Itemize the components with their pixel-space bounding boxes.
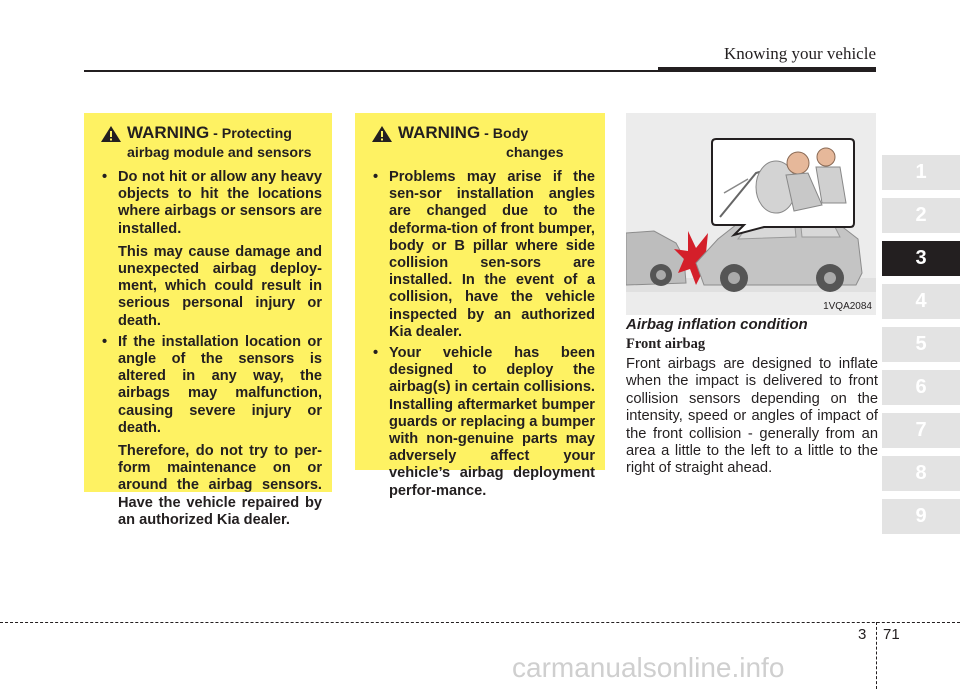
warning-item-text: • Your vehicle has been designed to deploy the airbag(s) in certain collisions. Installing aftermarket bumper guards or replacing a bumper with non-genuine parts may adversely affect your vehicle’s airbag deployment perfor-mance. bbox=[389, 345, 595, 499]
chapter-tab-8[interactable]: 8 bbox=[882, 456, 960, 491]
header-title: Knowing your vehicle bbox=[723, 44, 876, 63]
warning-item bbox=[100, 169, 322, 330]
chapter-tab-2[interactable]: 2 bbox=[882, 198, 960, 233]
warning-header bbox=[371, 123, 595, 163]
footer-chapter-number: 3 bbox=[858, 626, 867, 643]
warning-label: WARNING bbox=[398, 123, 481, 142]
figure-code: 1VQA2084 bbox=[823, 301, 872, 312]
warning-triangle-icon bbox=[100, 125, 122, 143]
warning-item-text: • Do not hit or allow any heavy objects to hit the locations where airbags or sensors are installed. bbox=[118, 169, 322, 237]
chapter-tab-6[interactable]: 6 bbox=[882, 370, 960, 405]
airbag-collision-illustration bbox=[626, 113, 876, 315]
warning-subtitle-cont: airbag module and sensors bbox=[127, 145, 312, 161]
warning-subtitle: - Protecting bbox=[209, 126, 292, 142]
section-subheading: Front airbag bbox=[626, 336, 706, 352]
chapter-tab-4[interactable]: 4 bbox=[882, 284, 960, 319]
warning-list bbox=[371, 169, 595, 500]
watermark-text: carmanualsonline.info bbox=[512, 652, 785, 683]
warning-label: WARNING bbox=[127, 123, 210, 142]
header-rule-accent bbox=[658, 67, 876, 72]
warning-box-body-changes bbox=[355, 113, 605, 499]
warning-header bbox=[100, 123, 322, 163]
chapter-tab-5[interactable]: 5 bbox=[882, 327, 960, 362]
collision-illustration-graphic bbox=[626, 113, 876, 315]
chapter-tab-3[interactable]: 3 bbox=[882, 241, 960, 276]
warning-item-note: This may cause damage and unexpected airbag deploy-ment, which could result in serious personal injury or death. bbox=[118, 243, 322, 329]
warning-item bbox=[100, 334, 322, 529]
chapter-tab-7[interactable]: 7 bbox=[882, 413, 960, 448]
warning-item-text: • Problems may arise if the sen-sor installation angles are changed due to the deforma-tion of front bumper, body or B pillar where side collision sen-sors are installed. In the event of a collision, have the vehicle inspected by an authorized Kia dealer. bbox=[389, 169, 595, 340]
warning-item bbox=[371, 345, 595, 500]
warning-triangle-icon bbox=[371, 125, 393, 143]
warning-subtitle-cont: changes bbox=[506, 145, 564, 161]
footer-page-number: 71 bbox=[883, 626, 900, 643]
warning-list bbox=[100, 169, 322, 529]
chapter-tab-9[interactable]: 9 bbox=[882, 499, 960, 534]
footer-separator bbox=[876, 622, 877, 689]
footer-rule bbox=[0, 622, 960, 623]
warning-box-airbag-sensors bbox=[84, 113, 332, 528]
chapter-tab-1[interactable]: 1 bbox=[882, 155, 960, 190]
section-body-text: Front airbags are designed to inflate when the impact is delivered to front collision sensors depending on the intensity, speed or angles of impact of the front collision - generally from an area a little to the left to a little to the right of straight ahead. bbox=[626, 356, 878, 477]
warning-subtitle: - Body bbox=[480, 126, 529, 142]
section-heading: Airbag inflation condition bbox=[626, 316, 808, 333]
warning-item bbox=[371, 169, 595, 341]
warning-item-note: Therefore, do not try to per-form maintenance on or around the airbag sensors. Have the vehicle repaired by an authorized Kia dealer. bbox=[118, 443, 322, 528]
warning-item-text: • If the installation location or angle of the sensors is altered in any way, the airbags may malfunction, causing severe injury or death. bbox=[118, 333, 322, 436]
